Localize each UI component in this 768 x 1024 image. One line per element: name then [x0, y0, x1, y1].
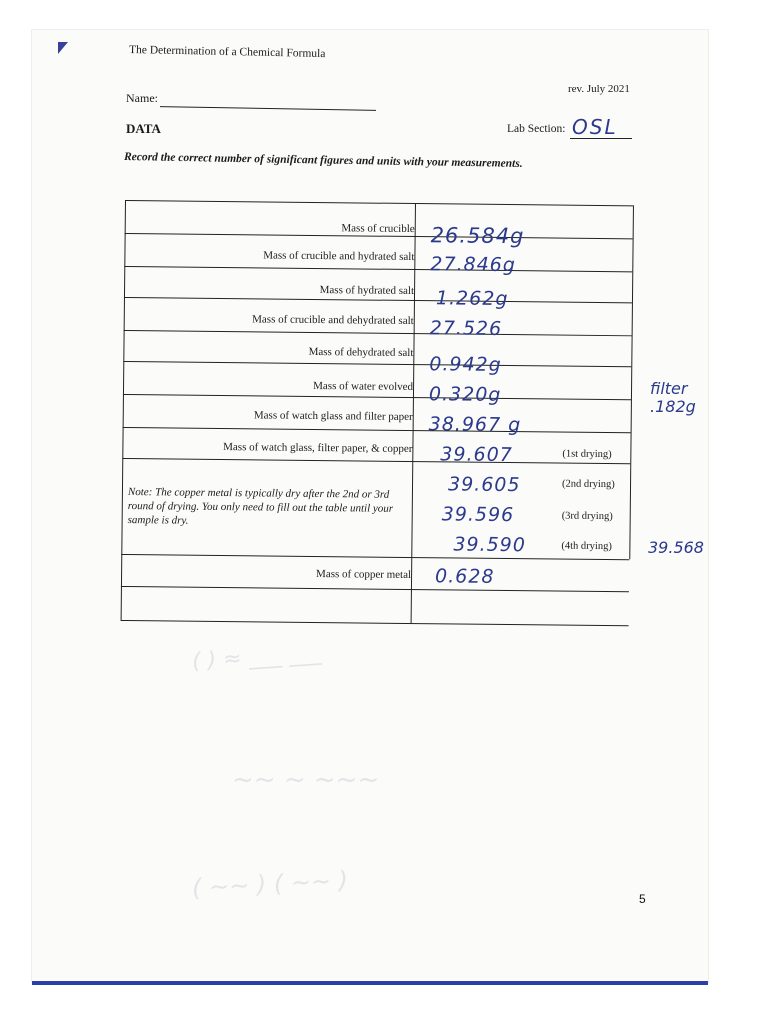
- row-label: Mass of crucible: [341, 222, 415, 236]
- handwritten-value: 27.526: [429, 317, 503, 340]
- handwritten-value: 26.584g: [430, 223, 525, 249]
- drying-label: (3rd drying): [561, 510, 613, 523]
- drying-label: (4th drying): [561, 540, 612, 553]
- handwritten-value: 0.628: [434, 565, 495, 588]
- handwritten-value: 27.846g: [430, 253, 517, 277]
- row-label: Mass of crucible and dehydrated salt: [252, 313, 414, 328]
- lab-section-value: OSL: [572, 115, 618, 139]
- drying-note: Note: The copper metal is typically dry after the 2nd or 3rd round of drying. You only need to fill out the table until your sample is dry.: [127, 486, 394, 527]
- handwritten-value: 0.320g: [428, 383, 502, 406]
- bottom-edge: [32, 981, 708, 985]
- handwritten-value: 39.596: [441, 503, 515, 527]
- bleed-through-mark: ( ~~ ) ( ~~ ): [191, 865, 349, 903]
- handwritten-value: 38.967 g: [428, 413, 522, 437]
- row-label: Mass of crucible and hydrated salt: [263, 249, 415, 264]
- margin-filter-word: filter: [650, 379, 688, 398]
- handwritten-value: 1.262g: [435, 287, 509, 311]
- handwritten-value: 0.942g: [429, 353, 502, 376]
- lab-section-underline: [570, 138, 632, 139]
- handwritten-value: 39.607: [440, 443, 513, 467]
- margin-annotation: [650, 380, 696, 416]
- corner-mark: [58, 42, 68, 54]
- row-label: Mass of watch glass, filter paper, & copper: [223, 441, 413, 456]
- section-heading: DATA: [126, 121, 161, 136]
- revision-date: rev. July 2021: [568, 83, 630, 95]
- row-label: Mass of copper metal: [316, 568, 412, 582]
- drying-label: (2nd drying): [561, 478, 615, 491]
- bleed-through-mark: ( ) ≈ ___ ___: [191, 640, 323, 675]
- worksheet-title: The Determination of a Chemical Formula: [128, 43, 326, 61]
- row-label: Mass of watch glass and filter paper: [253, 409, 413, 424]
- row-label: Mass of hydrated salt: [319, 284, 415, 298]
- handwritten-value: 39.605: [447, 473, 521, 497]
- instructions: Record the correct number of significant figures and units with your measurements.: [123, 151, 523, 170]
- name-field[interactable]: [160, 106, 376, 111]
- page-number: 5: [639, 892, 646, 906]
- lab-section-label: Lab Section:: [507, 123, 566, 135]
- handwritten-value: 39.590: [453, 533, 527, 557]
- bleed-through-mark: ~~ ~ ~~~: [232, 765, 380, 795]
- data-table: [121, 200, 633, 625]
- row-label: Mass of water evolved: [313, 379, 414, 394]
- name-label: Name:: [126, 91, 158, 105]
- row-label: Mass of dehydrated salt: [308, 345, 414, 360]
- worksheet-page: [32, 30, 708, 982]
- margin-filter-value: .182g: [650, 397, 696, 416]
- drying-label: (1st drying): [562, 448, 612, 461]
- margin-side-value: 39.568: [648, 538, 704, 557]
